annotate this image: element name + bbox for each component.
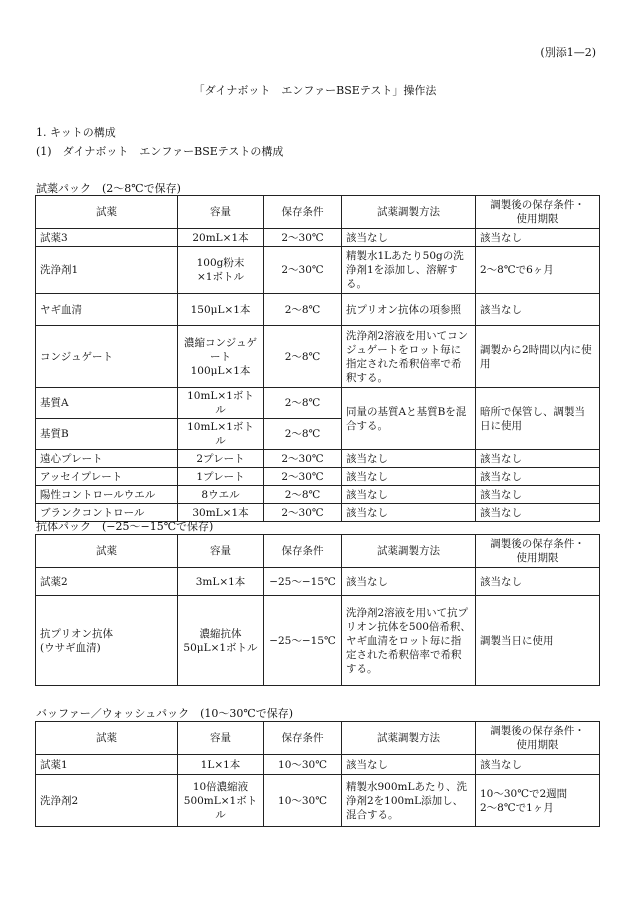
reagent-after: 該当なし [476,504,600,522]
reagent-after: 該当なし [476,229,600,247]
header-volume: 容量 [178,196,264,229]
reagent-name: 遠心プレート [36,450,178,468]
reagent-prep: 該当なし [342,450,476,468]
reagent-prep: 該当なし [342,504,476,522]
reagent-volume: 20mL×1本 [178,229,264,247]
table-row [36,326,600,388]
reagent-volume: 2プレート [178,450,264,468]
reagent-volume: 1プレート [178,468,264,486]
table-row [36,568,600,596]
reagent-volume: 10倍濃縮液 500mL×1ボトル [178,775,264,827]
reagent-pack-table [35,195,600,522]
header-reagent: 試薬 [36,722,178,755]
table-row [36,229,600,247]
reagent-name: アッセイプレート [36,468,178,486]
reagent-name: コンジュゲート [36,326,178,388]
table-header-row [36,535,600,568]
reagent-storage: 2〜8℃ [264,294,342,326]
table-header-row [36,722,600,755]
reagent-after: 該当なし [476,568,600,596]
header-reagent: 試薬 [36,196,178,229]
reagent-prep: 洗浄剤2溶液を用いてコンジュゲートをロット毎に指定された希釈倍率で希釈する。 [342,326,476,388]
header-volume: 容量 [178,535,264,568]
reagent-volume: 濃縮抗体 50μL×1ボトル [178,596,264,686]
header-after: 調製後の保存条件・ 使用期限 [476,722,600,755]
reagent-volume: 1L×1本 [178,755,264,775]
reagent-after: 該当なし [476,468,600,486]
buffer-pack-caption: バッファー／ウォッシュパック (10〜30℃で保存) [36,707,294,720]
table-row [36,294,600,326]
buffer-pack-table [35,721,600,827]
reagent-volume: 10mL×1ボトル [178,388,264,419]
reagent-volume: 100g粉末 ×1ボトル [178,247,264,294]
reagent-storage: 10〜30℃ [264,755,342,775]
reagent-after: 調製当日に使用 [476,596,600,686]
table-row [36,486,600,504]
reagent-name: ブランクコントロール [36,504,178,522]
reagent-storage: 2〜8℃ [264,486,342,504]
table-row [36,450,600,468]
reagent-prep: 該当なし [342,468,476,486]
reagent-volume: 150μL×1本 [178,294,264,326]
table-row [36,468,600,486]
header-storage: 保存条件 [264,535,342,568]
reagent-after: 暗所で保管し、調製当日に使用 [476,388,600,450]
reagent-after: 該当なし [476,486,600,504]
antibody-pack-caption: 抗体パック (−25〜−15℃で保存) [36,520,214,533]
table-row [36,755,600,775]
header-storage: 保存条件 [264,196,342,229]
reagent-storage: 2〜8℃ [264,419,342,450]
header-volume: 容量 [178,722,264,755]
reagent-prep: 該当なし [342,229,476,247]
section-heading: 1. キットの構成 [36,126,116,139]
reagent-storage: 2〜8℃ [264,388,342,419]
reagent-prep: 該当なし [342,755,476,775]
reagent-storage: 2〜30℃ [264,247,342,294]
table-row [36,596,600,686]
reagent-volume: 10mL×1ボトル [178,419,264,450]
reagent-after: 調製から2時間以内に使用 [476,326,600,388]
reagent-name: ヤギ血清 [36,294,178,326]
subsection-heading: (1) ダイナボット エンファーBSEテストの構成 [36,145,284,158]
table-row [36,247,600,294]
reagent-storage: 10〜30℃ [264,775,342,827]
header-after: 調製後の保存条件・ 使用期限 [476,196,600,229]
reagent-storage: −25〜−15℃ [264,596,342,686]
reagent-after: 該当なし [476,294,600,326]
reagent-volume: 8ウエル [178,486,264,504]
reagent-prep: 精製水900mLあたり、洗浄剤2を100mL添加し、混合する。 [342,775,476,827]
reagent-prep: 該当なし [342,486,476,504]
reagent-storage: 2〜30℃ [264,468,342,486]
annex-label: (別添1—2) [540,46,596,59]
reagent-after: 該当なし [476,450,600,468]
reagent-name: 基質A [36,388,178,419]
header-prep: 試薬調製方法 [342,535,476,568]
reagent-storage: 2〜8℃ [264,326,342,388]
header-prep: 試薬調製方法 [342,722,476,755]
reagent-prep: 抗プリオン抗体の項参照 [342,294,476,326]
table-row [36,775,600,827]
table-row [36,388,600,419]
header-reagent: 試薬 [36,535,178,568]
reagent-storage: −25〜−15℃ [264,568,342,596]
reagent-name: 試薬2 [36,568,178,596]
reagent-storage: 2〜30℃ [264,229,342,247]
table-header-row [36,196,600,229]
reagent-storage: 2〜30℃ [264,504,342,522]
reagent-pack-caption: 試薬パック (2〜8℃で保存) [36,182,181,195]
reagent-after: 10〜30℃で2週間 2〜8℃で1ヶ月 [476,775,600,827]
reagent-after: 該当なし [476,755,600,775]
reagent-prep: 該当なし [342,568,476,596]
reagent-volume: 3mL×1本 [178,568,264,596]
reagent-name: 陽性コントロールウエル [36,486,178,504]
reagent-name: 洗浄剤1 [36,247,178,294]
reagent-name: 洗浄剤2 [36,775,178,827]
reagent-name: 試薬1 [36,755,178,775]
header-after: 調製後の保存条件・ 使用期限 [476,535,600,568]
reagent-name: 基質B [36,419,178,450]
reagent-after: 2〜8℃で6ヶ月 [476,247,600,294]
page-title: 「ダイナボット エンファーBSEテスト」操作法 [193,84,437,97]
reagent-prep: 洗浄剤2溶液を用いて抗プリオン抗体を500倍希釈、ヤギ血清をロット毎に指定された希釈倍率で希釈する。 [342,596,476,686]
header-prep: 試薬調製方法 [342,196,476,229]
reagent-name: 抗プリオン抗体 (ウサギ血清) [36,596,178,686]
reagent-volume: 濃縮コンジュゲート 100μL×1本 [178,326,264,388]
reagent-volume: 30mL×1本 [178,504,264,522]
header-storage: 保存条件 [264,722,342,755]
reagent-prep: 精製水1Lあたり50gの洗浄剤1を添加し、溶解する。 [342,247,476,294]
reagent-prep: 同量の基質Aと基質Bを混合する。 [342,388,476,450]
reagent-storage: 2〜30℃ [264,450,342,468]
reagent-name: 試薬3 [36,229,178,247]
antibody-pack-table [35,534,600,686]
